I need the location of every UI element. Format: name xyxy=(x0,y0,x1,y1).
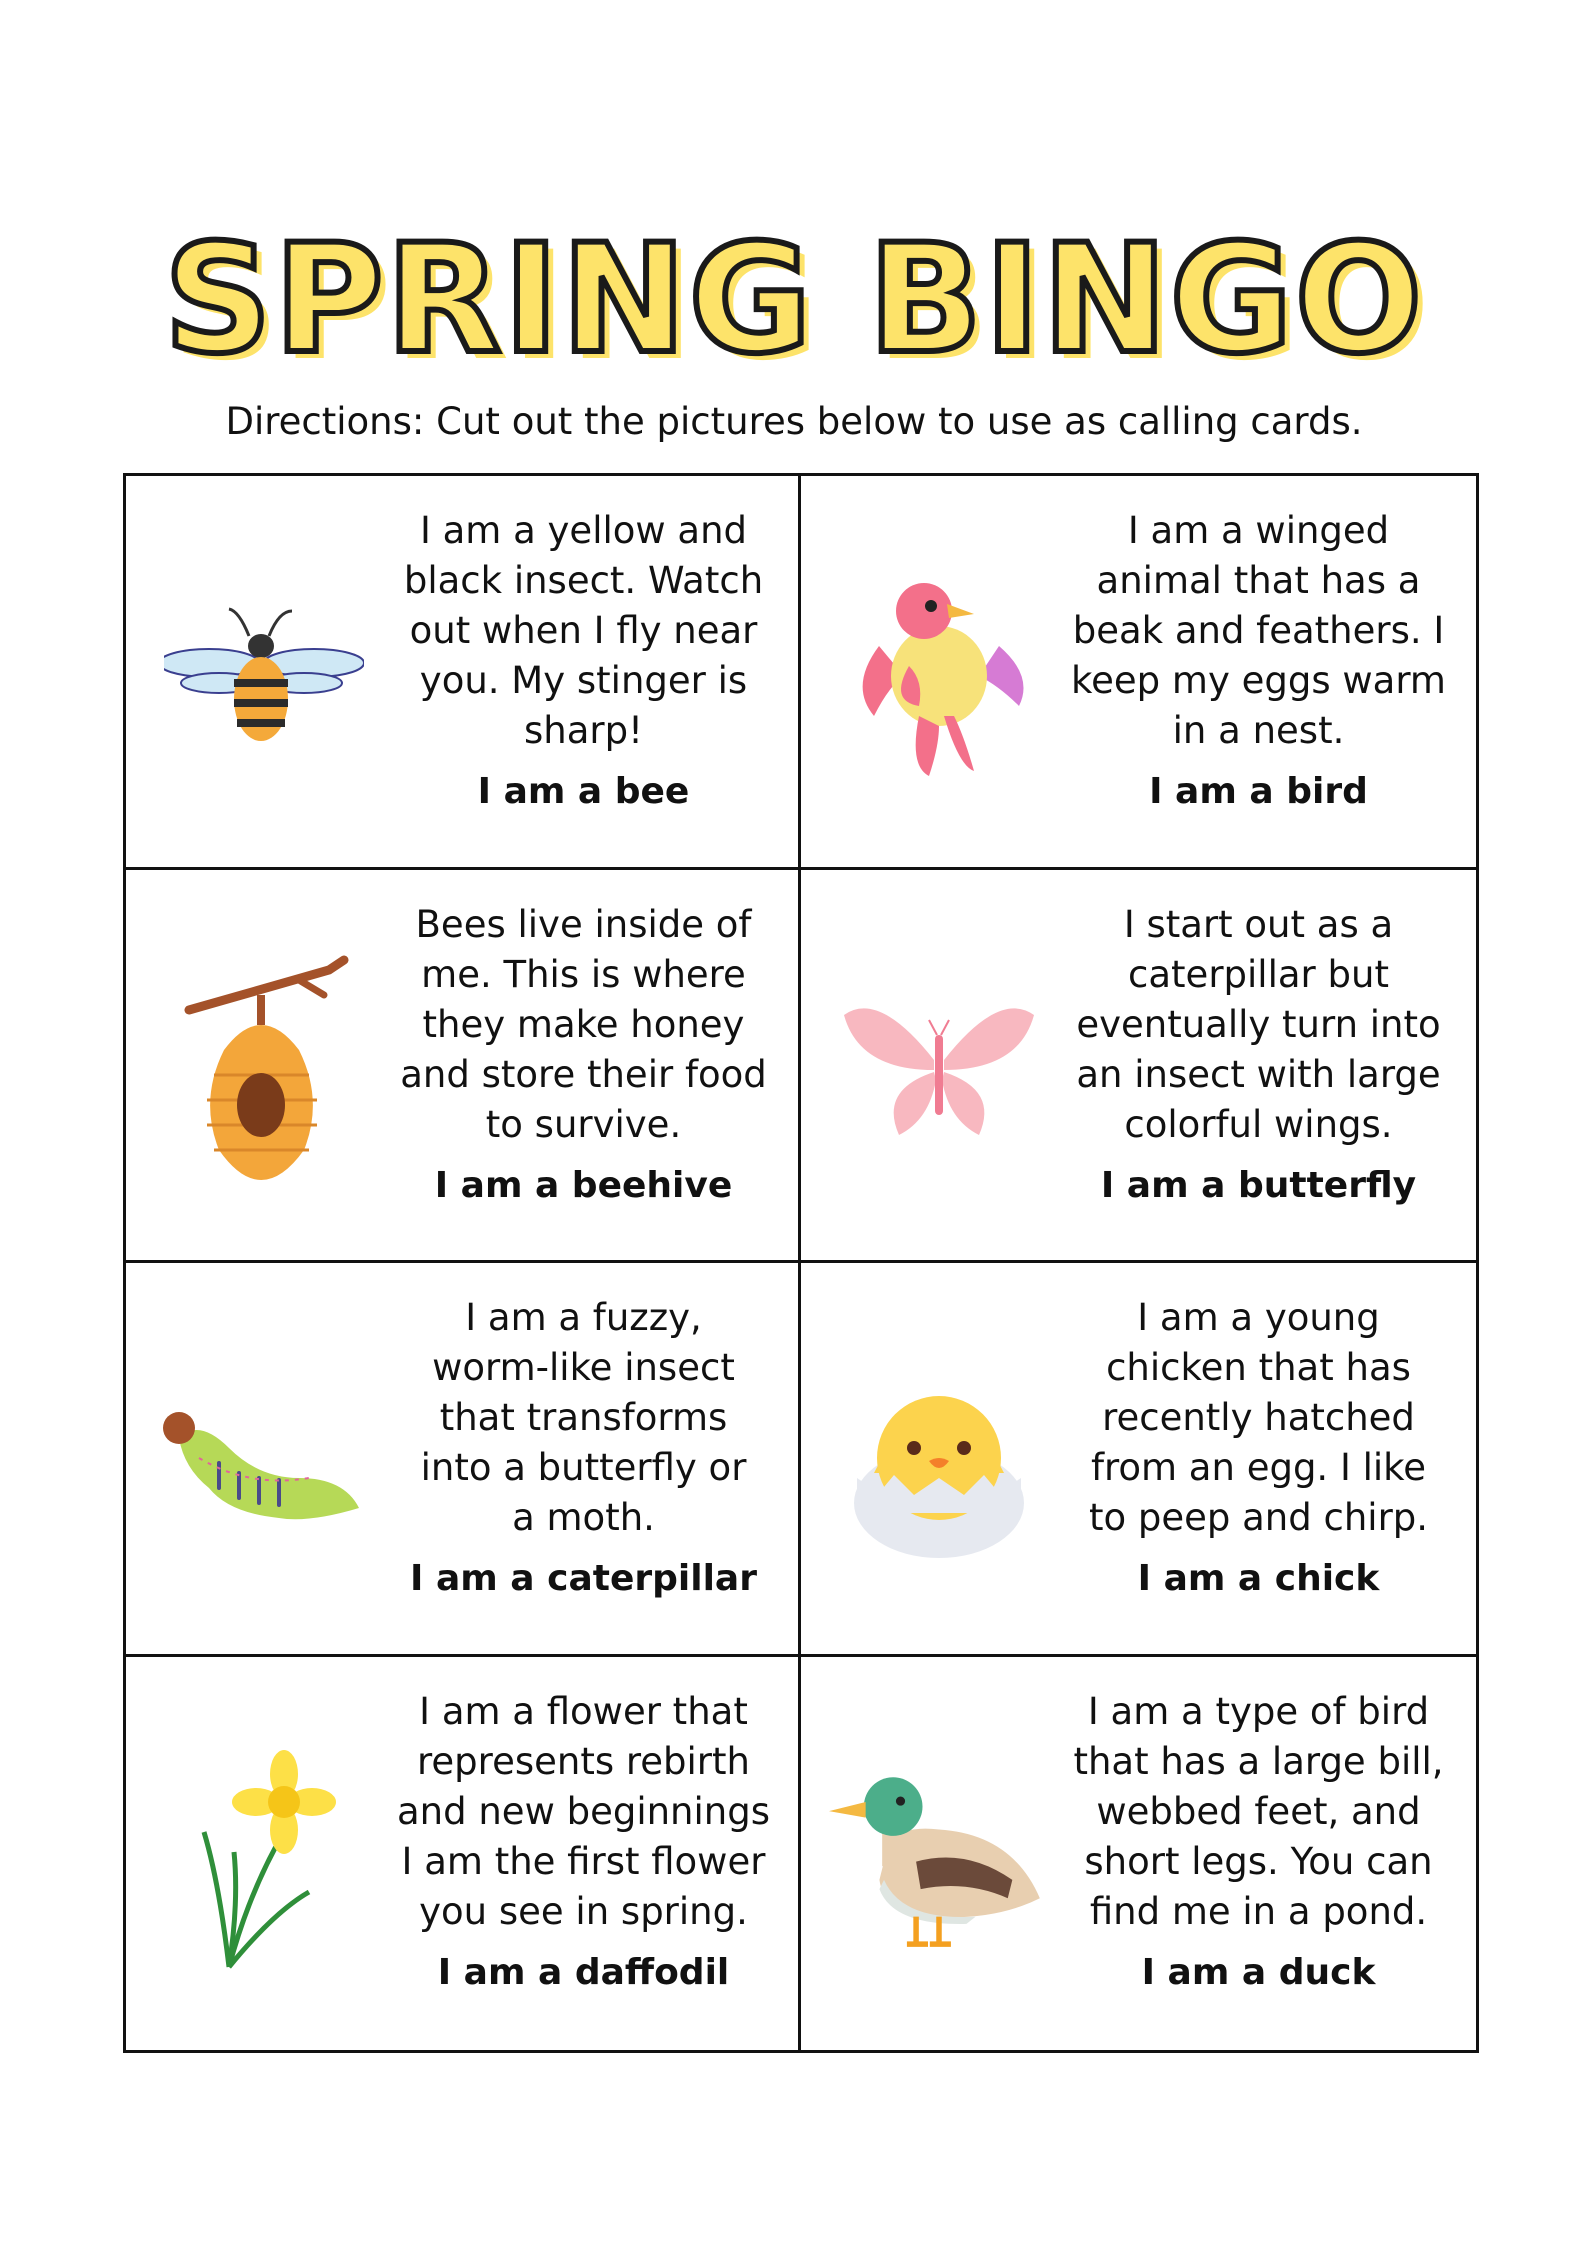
card-clue: I am a fuzzy, worm-like insect that transforms into a butterfly or a moth. xyxy=(420,1296,747,1539)
butterfly-icon xyxy=(829,940,1049,1200)
card-bird[interactable] xyxy=(801,476,1476,870)
card-clue: I am a flower that represents rebirth and new beginnings I am the first flower you see in spring. xyxy=(396,1689,771,1933)
card-clue: I am a winged animal that has a beak and feathers. I keep my eggs warm in a nest. xyxy=(1071,509,1446,752)
caterpillar-icon xyxy=(154,1333,374,1593)
card-clue: I am a young chicken that has recently hatched from an egg. I like to peep and chirp. xyxy=(1088,1296,1429,1539)
card-clue: I am a yellow and black insect. Watch out when I fly near you. My stinger is sharp! xyxy=(403,509,764,752)
card-answer: I am a beehive xyxy=(434,1164,733,1206)
directions-text: Directions: Cut out the pictures below to use as calling cards. xyxy=(225,400,1363,443)
bee-icon xyxy=(154,546,374,806)
card-clue: I am a type of bird that has a large bill, webbed feet, and short legs. You can find me in a pond. xyxy=(1073,1689,1444,1933)
card-daffodil[interactable] xyxy=(126,1657,801,2051)
card-butterfly[interactable] xyxy=(801,870,1476,1264)
daffodil-icon xyxy=(154,1727,374,1987)
card-answer: I am a daffodil xyxy=(437,1951,730,1993)
card-clue: Bees live inside of me. This is where they make honey and store their food to survive. xyxy=(400,902,767,1146)
card-duck[interactable] xyxy=(801,1657,1476,2051)
card-answer: I am a butterfly xyxy=(1100,1164,1417,1206)
card-answer: I am a bird xyxy=(1149,771,1368,812)
beehive-icon xyxy=(154,940,374,1200)
card-caterpillar[interactable] xyxy=(126,1263,801,1657)
card-clue: I start out as a caterpillar but eventually turn into an insect with large colorful wings. xyxy=(1076,902,1441,1146)
card-beehive[interactable] xyxy=(126,870,801,1264)
duck-icon xyxy=(829,1727,1049,1987)
card-answer: I am a caterpillar xyxy=(410,1558,757,1599)
card-answer: I am a bee xyxy=(477,771,690,812)
card-bee[interactable] xyxy=(126,476,801,870)
bingo-card-grid xyxy=(123,473,1479,2053)
page-title: SPRING BINGO xyxy=(163,213,1425,387)
bird-icon xyxy=(829,546,1049,806)
chick-icon xyxy=(829,1333,1049,1593)
card-answer: I am a duck xyxy=(1141,1951,1376,1993)
card-answer: I am a chick xyxy=(1137,1558,1380,1599)
card-chick[interactable] xyxy=(801,1263,1476,1657)
